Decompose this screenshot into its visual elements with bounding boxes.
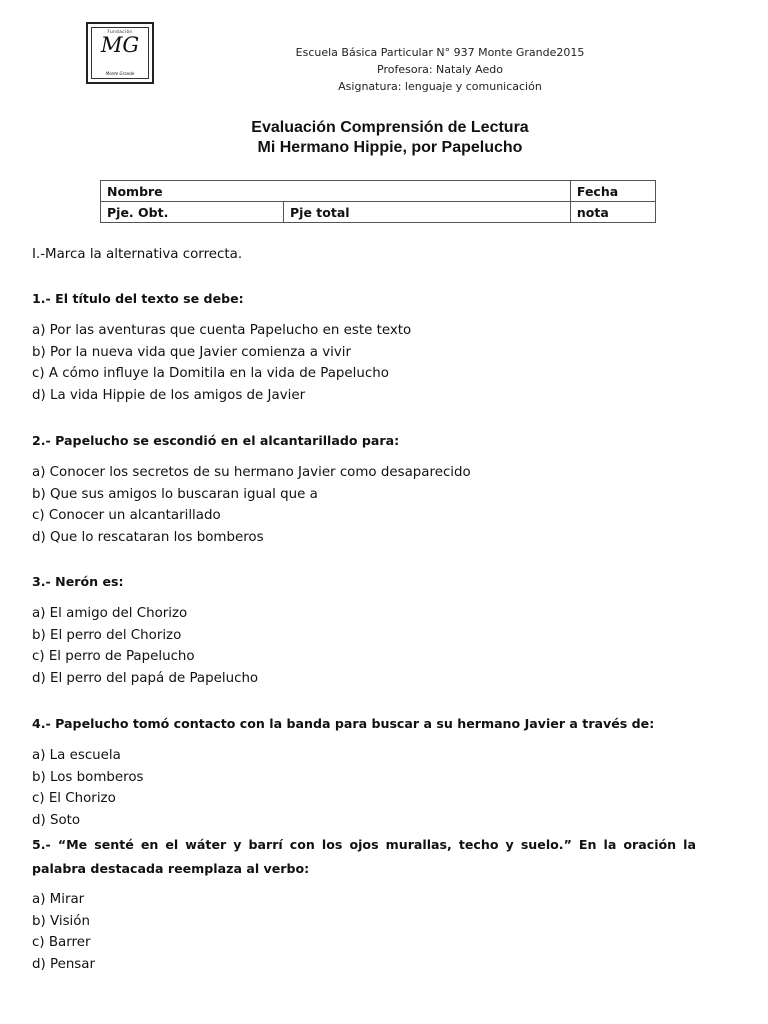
option-5d[interactable]: d) Pensar [32, 956, 95, 972]
option-1d[interactable]: d) La vida Hippie de los amigos de Javier [32, 387, 306, 403]
option-2d[interactable]: d) Que lo rescataran los bomberos [32, 529, 264, 545]
document-subtitle: Mi Hermano Hippie, por Papelucho [257, 139, 523, 156]
option-2a[interactable]: a) Conocer los secretos de su hermano Javier como desaparecido [32, 465, 471, 480]
question-5: 5.- “Me senté en el wáter y barrí con los ojos murallas, techo y suelo.” En la oración la [32, 837, 696, 852]
option-5b[interactable]: b) Visión [32, 913, 90, 929]
option-4d[interactable]: d) Soto [32, 812, 81, 828]
question-4: 4.- Papelucho tomó contacto con la banda para buscar a su hermano Javier a través de: [32, 716, 655, 731]
nota-cell[interactable]: nota [570, 202, 655, 223]
puntaje-obtenido-cell[interactable]: Pje. Obt. [101, 202, 284, 223]
option-3d[interactable]: d) El perro del papá de Papelucho [32, 670, 259, 686]
subject-name: Asignatura: lenguaje y comunicación [338, 80, 542, 93]
school-logo [86, 22, 154, 84]
option-4a[interactable]: a) La escuela [32, 748, 121, 763]
logo-emblem [91, 27, 149, 79]
teacher-name: Profesora: Nataly Aedo [377, 63, 503, 76]
option-1b[interactable]: b) Por la nueva vida que Javier comienza a vivir [32, 344, 351, 360]
question-3-options [32, 603, 258, 689]
logo-top-text: Fundación [107, 29, 133, 34]
instructions: I.-Marca la alternativa correcta. [32, 247, 243, 262]
option-1a[interactable]: a) Por las aventuras que cuenta Papelucho en este texto [32, 323, 412, 338]
logo-monogram: MG [100, 33, 140, 57]
option-4b[interactable]: b) Los bomberos [32, 769, 144, 785]
question-2-options [32, 462, 471, 548]
question-5-continued: palabra destacada reemplaza al verbo: [32, 861, 310, 876]
question-1: 1.- El título del texto se debe: [32, 291, 244, 306]
fecha-cell[interactable]: Fecha [570, 181, 655, 202]
option-3c[interactable]: c) El perro de Papelucho [32, 649, 195, 665]
question-1-options [32, 320, 411, 406]
option-2b[interactable]: b) Que sus amigos lo buscaran igual que a [32, 486, 318, 502]
logo-sub-text: Monte Grande [105, 71, 135, 76]
question-3: 3.- Nerón es: [32, 574, 124, 589]
option-2c[interactable]: c) Conocer un alcantarillado [32, 508, 221, 524]
student-info-table [100, 180, 656, 223]
school-name: Escuela Básica Particular N° 937 Monte Grande2015 [295, 46, 585, 59]
option-5c[interactable]: c) Barrer [32, 935, 91, 951]
option-3b[interactable]: b) El perro del Chorizo [32, 627, 182, 643]
puntaje-total-cell[interactable]: Pje total [284, 202, 571, 223]
option-3a[interactable]: a) El amigo del Chorizo [32, 606, 188, 621]
question-5-options [32, 889, 95, 975]
nombre-cell[interactable]: Nombre [101, 181, 571, 202]
question-4-options [32, 745, 144, 831]
document-title: Evaluación Comprensión de Lectura [251, 119, 529, 136]
option-1c[interactable]: c) A cómo influye la Domitila en la vida de Papelucho [32, 366, 389, 382]
option-4c[interactable]: c) El Chorizo [32, 791, 116, 807]
question-2: 2.- Papelucho se escondió en el alcantarillado para: [32, 433, 400, 448]
option-5a[interactable]: a) Mirar [32, 892, 85, 907]
